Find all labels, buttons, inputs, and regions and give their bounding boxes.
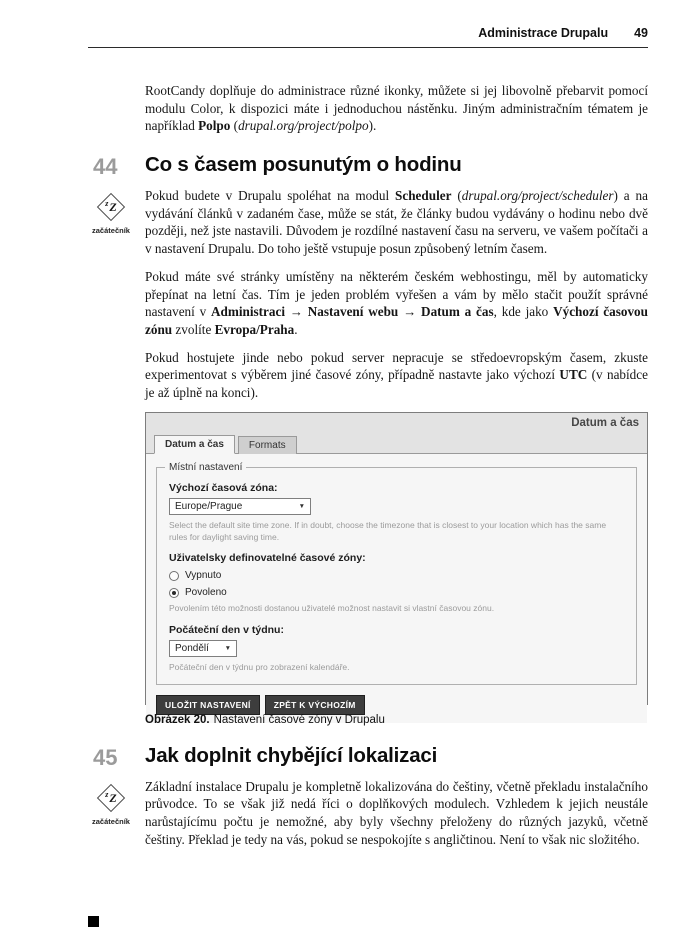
page-number: 49 (634, 26, 648, 40)
beginner-badge (87, 782, 135, 826)
timezone-help: Select the default site time zone. If in doubt, choose the timezone that is closest to your location which has the same rules for daylight saving time. (169, 519, 607, 542)
text-column (92, 72, 648, 858)
beginner-badge (87, 191, 135, 235)
section-45 (92, 743, 648, 849)
local-settings-fieldset (156, 462, 637, 686)
section-number: 45 (93, 744, 118, 770)
beginner-icon (97, 193, 125, 221)
paragraph: Základní instalace Drupalu je kompletně lokalizována do češtiny, včetně překladu instalačního průvodce. To se však již nedá říci o doplňkových modulech. Vzhledem k jejich neustále narůstajícímu počtu je nemožné, aby byly všechny přeloženy do různých jazyků, včetně češtiny. Překlad je tedy na vás, pokud se nespokojíte s angličtinou. Není to však nic složitého. (145, 778, 648, 847)
save-settings-button[interactable]: ULOŽIT NASTAVENÍ (156, 695, 260, 715)
first-day-label: Počáteční den v týdnu: (169, 624, 284, 637)
timezone-value: Europe/Prague (175, 500, 243, 512)
drupal-settings-screenshot (145, 412, 648, 711)
fieldset-legend: Místní nastavení (169, 461, 243, 473)
tab-formats[interactable]: Formats (238, 436, 297, 454)
running-head-title: Administrace Drupalu (478, 26, 609, 40)
beginner-label: začátečník (92, 816, 130, 826)
reset-defaults-button[interactable]: ZPĚT K VÝCHOZÍM (265, 695, 365, 715)
radio-povoleno-label: Povoleno (185, 587, 227, 599)
user-timezones-help: Povolením této možnosti dostanou uživatelé možnost nastavit si vlastní časovou zónu. (169, 603, 495, 614)
figure-caption-text: Nastavení časové zóny v Drupalu (213, 713, 385, 726)
section-44-heading (93, 153, 648, 180)
timezone-select[interactable] (169, 498, 311, 515)
beginner-icon (97, 783, 125, 811)
paragraph: Pokud hostujete jinde nebo pokud server nepracuje se středoevropským časem, zkuste experimentovat s výběrem jiné časové zóny, případně nastavte jako výchozí UTC (v nabídce je až úplně na konci). (145, 349, 648, 400)
form-actions (156, 695, 637, 715)
chevron-down-icon: ▼ (298, 502, 305, 510)
settings-form (146, 454, 647, 724)
radio-vypnuto[interactable] (169, 571, 179, 581)
section-44 (92, 153, 648, 726)
page-header (88, 26, 648, 48)
paragraph: Pokud budete v Drupalu spoléhat na modul Scheduler (drupal.org/project/scheduler) a na vydávání článků v zadaném čase, může se stát, že články budou vydávány o hodinu nebo dvě později, než jste nastavili. Důvodem je rozdílné nastavení času na serveru, ve vašem počítači a v nastavení Drupalu. Do toho ještě vstupuje posun způsobený letním časem. (145, 188, 648, 257)
radio-vypnuto-label: Vypnuto (185, 570, 222, 582)
beginner-label: začátečník (92, 226, 130, 236)
intro-paragraph: RootCandy doplňuje do administrace různé ikonky, můžete si jej libovolně přebarvit pomocí modulu Color, k dispozici máte i jednoduchou nástěnku. Jiným administračním tématem je například Polpo (drupal.org/project/polpo). (145, 83, 648, 134)
radio-row-povoleno[interactable] (169, 587, 624, 598)
user-timezones-label: Uživatelsky definovatelné časové zóny: (169, 552, 366, 565)
admin-page-title: Datum a čas (146, 413, 647, 433)
chevron-down-icon: ▼ (224, 645, 231, 653)
paragraph: Pokud máte své stránky umístěny na některém českém webhostingu, měl by automaticky přepínat na letní čas. Tím je jeden problém vyřešen a vám by mělo stačit použít správné nastavení v Administraci → Nastavení webu → Datum a čas, kde jako Výchozí časovou zónu zvolíte Evropa/Praha. (145, 268, 648, 337)
first-day-select[interactable] (169, 640, 237, 657)
figure-caption-label: Obrázek 20. (145, 713, 210, 726)
section-45-heading (93, 743, 648, 770)
figure-20 (145, 412, 648, 726)
timezone-label: Výchozí časová zóna: (169, 481, 278, 494)
beginner-icon-letters: z Z (105, 789, 117, 805)
print-mark (88, 916, 99, 927)
first-day-value: Pondělí (175, 643, 209, 655)
tab-datum-a-cas[interactable]: Datum a čas (154, 435, 235, 454)
beginner-icon-letters: z Z (105, 199, 117, 214)
radio-povoleno[interactable] (169, 588, 179, 598)
tab-bar (146, 433, 647, 454)
section-number: 44 (93, 154, 118, 180)
first-day-help: Počáteční den v týdnu pro zobrazení kalendáře. (169, 662, 350, 673)
section-title: Co s časem posunutým o hodinu (145, 153, 462, 177)
radio-row-vypnuto[interactable] (169, 570, 624, 581)
section-title: Jak doplnit chybějící lokalizaci (145, 743, 438, 767)
